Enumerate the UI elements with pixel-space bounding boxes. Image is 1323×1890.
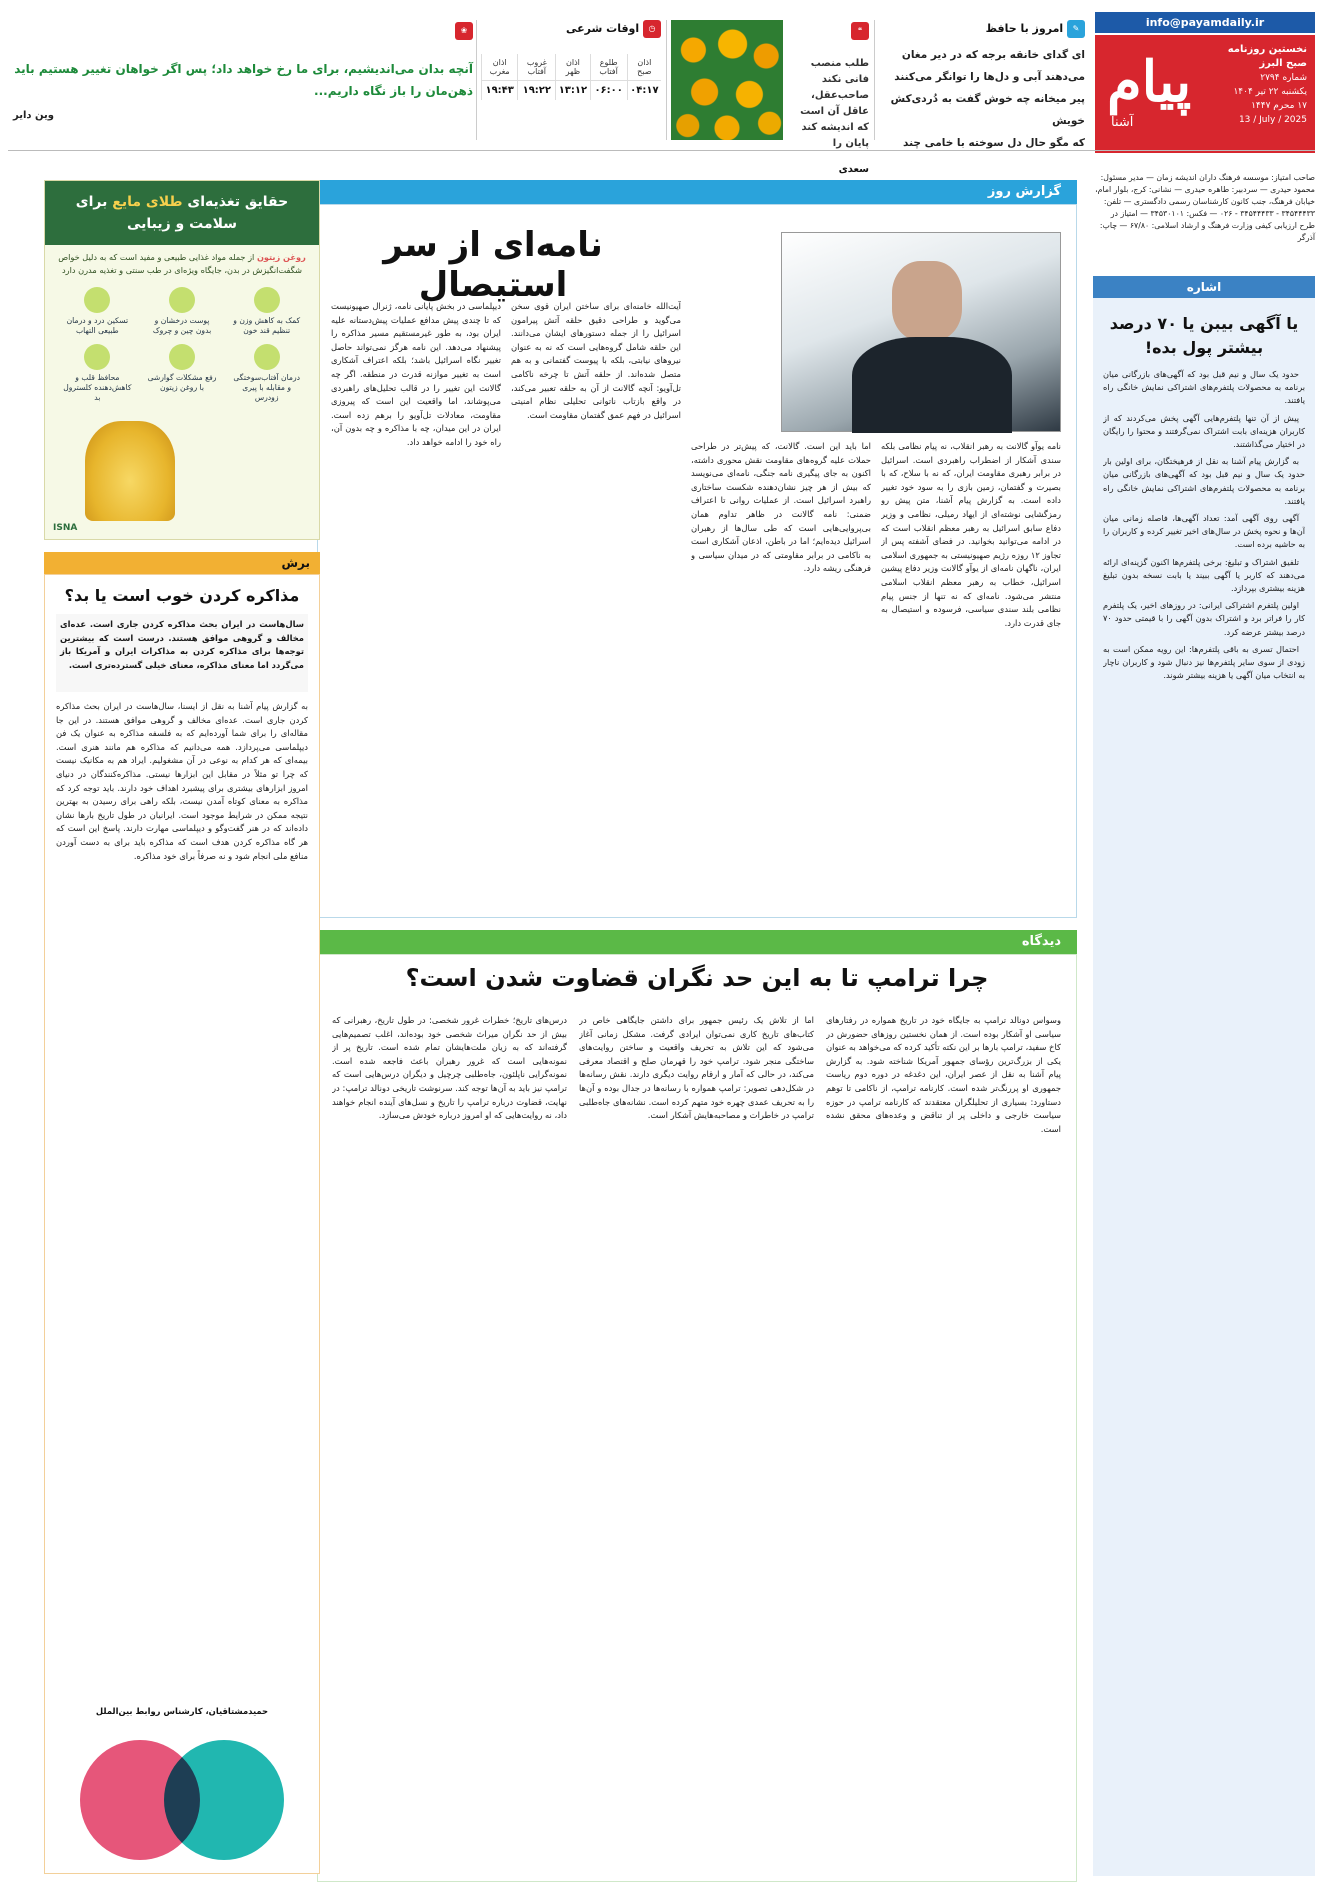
masthead-issue: شماره ۲۷۹۴ — [1260, 73, 1307, 83]
prayer-times-title: اوقات شرعی — [566, 22, 640, 35]
benefit-icon — [254, 287, 280, 313]
hafez-block — [875, 20, 1085, 149]
sidebar-head: اشاره — [1093, 276, 1315, 298]
ad-item: رفع مشکلات گوارشی با روغن زیتون — [146, 344, 218, 403]
masthead-info — [1207, 43, 1307, 127]
ad-brand: ISNA — [53, 523, 78, 533]
negotiation-illustration — [60, 1730, 304, 1870]
saadi-block — [789, 20, 869, 175]
section-head-report: گزارش روز — [317, 180, 1077, 204]
ad-item: درمان آفتاب‌سوختگی و مقابله با پیری زودرس — [231, 344, 303, 403]
sidebar-article — [1093, 276, 1315, 1876]
masthead — [1095, 12, 1315, 172]
ad-item: کمک به کاهش وزن و تنظیم قند خون — [231, 287, 303, 336]
sidebar-paragraph: آگهی روی آگهی آمد: تعداد آگهی‌ها، فاصله زمانی میان آن‌ها و نحوه پخش در سال‌های اخیر تغییر کرده و کاربران را به حاشیه برده است. — [1103, 513, 1305, 550]
flower-photo — [671, 20, 783, 140]
sidebar-paragraph: به گزارش پیام آشنا به نقل از فرهیختگان، برای اولین بار حدود یک سال و نیم قبل بود که آگهی‌های بازرگانی میان برنامه به محصولات پلتفرم‌های اشتراکی نمایش خانگی راه یافتند. — [1103, 456, 1305, 506]
sidebar-paragraph: تلفیق اشتراک و تبلیغ: برخی پلتفرم‌ها اکنون گزینه‌ای ارائه می‌دهند که کاربر یا آگهی ببیند یا بابت نسخه بدون تبلیغ هزینه بیشتری بپردازد. — [1103, 556, 1305, 594]
cut-title: مذاکره کردن خوب است یا بد؟ — [64, 586, 300, 605]
report-column: آیت‌الله خامنه‌ای برای ساختن ایران قوی سخن می‌گوید و طراحی دقیق حلقه آتش پیرامون اسرائیل را از جمله دستورهای ایشان می‌دانند. این حلقه شامل گروه‌هایی است که نه به عنوان نیروهای نیابتی، بلکه با پیوست گفتمانی و به هم متصل شده‌اند. از حلقه آتش تا چرخه ناکامی تل‌آویو: آنچه گالانت از آن به حلقه تعبیر می‌کند، در واقع بازتاب ناتوانی تحلیلی نظام امنیتی اسرائیل در فهم عمق گفتمان مقاومت است. — [511, 301, 681, 420]
olive-oil-ad — [44, 180, 320, 540]
clock-icon: ◷ — [643, 20, 661, 38]
leaf-icon: ❀ — [455, 22, 473, 40]
prayer-time: ۱۳:۱۲ — [556, 81, 590, 101]
section-head-cut: برش — [44, 552, 320, 574]
ad-item: پوست درخشان و بدون چین و چروک — [146, 287, 218, 336]
ad-item: تسکین درد و درمان طبیعی التهاب — [61, 287, 133, 336]
poem-icon: ✎ — [1067, 20, 1085, 38]
header-rule — [8, 150, 1315, 151]
benefit-icon — [169, 287, 195, 313]
prayer-time: ۱۹:۴۳ — [482, 81, 518, 101]
prayer-times-table — [481, 54, 661, 100]
masthead-date-fa: یکشنبه ۲۲ تیر ۱۴۰۴ — [1233, 87, 1307, 97]
opinion-column: درس‌های تاریخ؛ خطرات غرور شخصی: در طول تاریخ، رهبرانی که بیش از حد نگران میراث شخصی خود بوده‌اند، اغلب تصمیم‌هایی گرفته‌اند که به زیان ملت‌هایشان تمام شده است. تاریخ پر از نمونه‌هایی است که غرور رهبران باعث فاجعه شده است. نمونه‌گرایی ناپلئون، جاه‌طلبی چرچیل و دیگران درس‌هایی است که ترامپ نیز باید به آن‌ها توجه کند. سرنوشت تاریخی دونالد ترامپ: در نهایت، قضاوت درباره ترامپ را تاریخ و نسل‌های آینده انجام خواهند داد، نه روایت‌هایی که او امروز درباره خودش می‌سازد. — [332, 1015, 567, 1121]
hafez-line: پیر میخانه چه خوش گفت به دُردی‌کش خویش — [890, 93, 1085, 127]
ad-item: محافظ قلب و کاهش‌دهنده کلسترول بد — [61, 344, 133, 403]
olive-oil-image — [85, 421, 175, 521]
report-column: دیپلماسی در بخش پایانی نامه، ژنرال صهیونیست که تا چندی پیش مدافع عملیات پیش‌دستانه علیه ایران بود، به طور غیرمستقیم مسیر مذاکره را پیشنهاد می‌دهد. این نامه هرگز نمی‌تواند حاصل تغییر نگاه اسرائیل باشد؛ بلکه اعتراف آشکاری است به تغییر موازنه قدرت در منطقه. اگر چه گالانت این تغییر را در قالب تحلیل‌های راهبردی می‌پوشاند، اما واقعیت این است که پیروزی مقاومت، معادلات تل‌آویو را برهم زده است. ایران در این میدان، چه با مذاکره و چه بدون آن، راه خود را ادامه خواهد داد. — [331, 301, 501, 447]
hafez-title: امروز با حافظ — [985, 22, 1064, 35]
sidebar-paragraph: حدود یک سال و نیم قبل بود که آگهی‌های بازرگانی میان برنامه به محصولات پلتفرم‌های اشتراکی نمایش خانگی راه یافتند. — [1103, 369, 1305, 406]
quote-text: آنچه بدان می‌اندیشیم، برای ما رخ خواهد داد؛ پس اگر خواهان تغییر هستیم باید ذهن‌مان را باز نگاه داریم... — [14, 61, 473, 98]
ad-subtitle-bold: روغن زیتون — [256, 252, 306, 262]
header-divider — [874, 20, 875, 140]
benefit-icon — [169, 344, 195, 370]
masthead-date-en: 13 / July / 2025 — [1238, 115, 1307, 125]
prayer-time: ۰۶:۰۰ — [590, 81, 627, 101]
sidebar-title: یا آگهی بیبن یا ۷۰ درصد بیشتر پول بده! — [1109, 314, 1299, 357]
ad-title — [45, 181, 319, 245]
saadi-author: سعدی — [838, 163, 869, 175]
saadi-text: طلب منصب فانی نکند صاحب‌عقل، عاقل آن است که اندیشه کند پایان را — [800, 57, 869, 149]
ad-subtitle-text: از جمله مواد غذایی طبیعی و مفید است که به دلیل خواص شگفت‌انگیزش در بدن، جایگاه ویژه‌ای در طب سنتی و تغذیه مدرن دارد — [58, 252, 303, 275]
illustration-circle — [164, 1740, 284, 1860]
masthead-subtitle: نخستین روزنامه صبح البرز — [1227, 44, 1307, 69]
hafez-line: ای گدای خانقه برجه که در دیر مغان — [901, 49, 1085, 61]
cut-author: حمیدمشتاقیان، کارشناس روابط بین‌الملل — [95, 1706, 269, 1716]
report-column: اما باید این است. گالانت، که پیش‌تر در طراحی حملات علیه گروه‌های مقاومت نقش محوری داشته، اکنون به جای پیگیری نامه جنگی، نامه‌ای می‌نویسد که بیش از هر چیز نشان‌دهنده شکست ساختاری راهبرد اسرائیل است. از عملیات روانی تا اعتراف ضمنی: نامه گالانت در ظاهر تداوم همان بی‌پروایی‌هایی است که طی سال‌ها از رهبران اسرائیل دیده‌ایم؛ اما در باطن، اذعان آشکاری است به ناکامی در برابر مقاومتی که در میدان سیاسی و فرهنگی ریشه دارد. — [691, 441, 871, 574]
photo-figure-body — [852, 337, 1012, 433]
sidebar-paragraph: پیش از آن تنها پلتفرم‌هایی آگهی پخش می‌کردند که از کاربران هزینه‌ای بابت اشتراک نمی‌گرفتند و محتوا را رایگان در اختیار می‌گذاشتند. — [1103, 412, 1305, 450]
photo-figure-head — [892, 261, 962, 341]
report-title: نامه‌ای از سر استیصال — [383, 225, 603, 305]
prayer-times — [481, 20, 661, 140]
quote-author: وین دایر — [13, 109, 54, 121]
cut-body: به گزارش پیام آشنا به نقل از ایسنا، سال‌هاست در ایران بحث مذاکره کردن جاری است. عده‌ای مخالف و گروهی موافق هستند. در این جا مقاله‌ای را برای شما آورده‌ایم که به فلسفه مذاکره به عنوان یک فن دیپلماسی می‌پردازد. همه می‌دانیم که مذاکره هم مانند هنری است. بیمه‌ای که هر کدام به نوعی در آن مشغولیم. ایراد هم به مکانیک نیست که چرا تو مثلاً در مقابل این ابزارها نیستی. مذاکره‌کنندگان در دنیای امروز ابزارهای بیشتری برای پیشبرد اهداف خود دارند. باید توجه کرد که مذاکره به معنای کوتاه آمدن نیست، بلکه راهی برای رسیدن به بهترین نتیجه ممکن در شرایط موجود است. ایرانیان در طول تاریخ بارها نشان داده‌اند که در هنر گفت‌وگو و دیپلماسی مهارت دارند. پاسخ این است که هر گاه مذاکره کردن هدف است که مذاکره باید برای به دست آوردن منافع ملی انجام شود و نه صرفاً برای خود مذاکره. — [56, 701, 308, 861]
prayer-time: ۱۹:۲۲ — [518, 81, 556, 101]
prayer-header: اذان صبح — [627, 54, 661, 81]
quote-block — [13, 20, 473, 140]
benefit-icon — [84, 344, 110, 370]
logo-small-text: آشنا — [1111, 115, 1134, 130]
hafez-line: که مگو حال دل سوخته با خامی چند — [903, 137, 1085, 149]
cut-lead: سال‌هاست در ایران بحث مذاکره کردن جاری است. عده‌ای مخالف و گروهی موافق هستند. درست است که بیشترین توجه‌ها برای مذاکره کردن به مذاکرات ایران و آمریکا باز می‌گردد اما معنای مذاکره، معنای خیلی گسترده‌تری است. — [56, 614, 308, 692]
ad-title-a: حقایق تغذیه‌ای — [187, 194, 289, 210]
sidebar-paragraph: احتمال تسری به باقی پلتفرم‌ها: این رویه ممکن است به زودی از سوی سایر پلتفرم‌ها نیز دنبال شود و کاربران ناچار به انتخاب میان آگهی یا هزینه بیشتر شوند. — [1103, 643, 1305, 681]
masthead-date-hijri: ۱۷ محرم ۱۴۴۷ — [1251, 101, 1307, 111]
prayer-header: اذان ظهر — [556, 54, 590, 81]
benefit-icon — [84, 287, 110, 313]
ad-title-gold: طلای مایع — [112, 194, 183, 210]
prayer-header: غروب آفتاب — [518, 54, 556, 81]
opinion-column: وسواس دونالد ترامپ به جایگاه خود در تاریخ همواره در رفتارهای سیاسی او آشکار بوده است. از همان نخستین روزهای حضورش در کاخ سفید، ترامپ بارها بر این نکته تأکید کرده که می‌خواهد به عنوان یکی از بزرگ‌ترین رؤسای جمهور آمریکا شناخته شود. به گزارش پیام آشنا به نقل از عصر ایران، این دغدغه در دوره دوم ریاست جمهوری او پررنگ‌تر شده است. کارنامه ترامپ، از ناکامی تا توهم دستاورد: بسیاری از تحلیلگران معتقدند که کارنامه ترامپ در حوزه سیاست خارجی و داخلی پر از تناقض و وعده‌های محقق نشده است. — [826, 1015, 1061, 1134]
newspaper-logo — [1095, 35, 1315, 153]
header-divider — [476, 20, 477, 140]
ad-title-b: برای سلامت و زیبایی — [75, 194, 238, 232]
header-divider — [666, 20, 667, 140]
logo-big-text: پیام — [1107, 49, 1192, 115]
report-photo — [781, 232, 1061, 432]
opinion-title: چرا ترامپ تا به این حد نگران قضاوت شدن است؟ — [405, 964, 989, 992]
prayer-header: اذان مغرب — [482, 54, 518, 81]
section-head-opinion: دیدگاه — [317, 930, 1077, 954]
sidebar-body — [1103, 368, 1305, 1858]
opinion-column: اما از تلاش یک رئیس جمهور برای داشتن جایگاهی خاص در کتاب‌های تاریخ کاری نمی‌توان ایرادی گرفت. مشکل زمانی آغاز می‌شود که این تلاش به تحریف واقعیت و ساختن روایت‌های ساختگی منجر شود. ترامپ خود را قهرمان صلح و اقتصاد معرفی می‌کند، در حالی که آمار و ارقام روایت دیگری دارند. نقش رسانه‌ها در شکل‌دهی تصویر: ترامپ همواره با رسانه‌ها در جدال بوده و آن‌ها را به تحریف عمدی چهره خود متهم کرده است. نشانه‌های جاه‌طلبی ترامپ در خاطرات و مصاحبه‌هایش آشکار است. — [579, 1015, 814, 1121]
masthead-email[interactable]: info@payamdaily.ir — [1095, 12, 1315, 33]
publisher-info: صاحب امتیاز: موسسه فرهنگ داران اندیشه زمان — مدیر مسئول: محمود حیدری — سردبیر: طاهره حیدری — نشانی: کرج، بلوار امام، خیابان فرهنگ، جنب کانون کارشناسان رسمی دادگستری — تلفن: ۳۴۵۴۴۴۳۳ - ۳۴۵۴۴۴۳۳ - ۰۲۶ — فکس: ۳۴۵۳۰۱۰۱ — امتیاز در طرح ارزیابی کیفی وزارت فرهنگ و ارشاد اسلامی: ۶۷/۸۰ — چاپ: آذرگر — [1095, 173, 1315, 242]
ad-items — [45, 283, 319, 415]
sidebar-paragraph: اولین پلتفرم اشتراکی ایرانی: در روزهای اخیر، یک پلتفرم کار را فراتر برد و اشتراک بدون آگهی را با قیمتی حدود ۷۰ درصد بیشتر عرضه کرد. — [1103, 600, 1305, 637]
benefit-icon — [254, 344, 280, 370]
report-column: نامه یوآو گالانت به رهبر انقلاب، نه پیام نظامی بلکه سندی آشکار از اضطراب راهبردی است. اسرائیل در برابر رهبری مقاومت ایران، که نه با سلاح، که با بصیرت و گفتمان، زمین بازی را به سود خود تغییر داده است. به گزارش پیام آشنا، متن پیش رو رمزگشایی نوشته‌ای از ایهاد رمیلی، نظامی و وزیر دفاع سابق اسرائیل به رهبر معظم انقلاب است که در ادامه می‌توانید بخوانید. در فضای آشفته پس از تجاوز ۱۲ روزه رژیم صهیونیستی به جمهوری اسلامی ایران، ناگهان نامه‌ای از یوآو گالانت وزیر دفاع پیشین اسرائیل، خطاب به رهبر معظم انقلاب اسلامی منتشر می‌شود. نامه‌ای که نه تنها از جنس پیام نظامی بلند سندی سیاسی، فرسوده و استیصال به جای قدرت دارد. — [881, 441, 1061, 628]
hafez-line: می‌دهند آبی و دل‌ها را توانگر می‌کنند — [894, 71, 1085, 83]
quote-icon: ❝ — [851, 22, 869, 40]
prayer-time: ۰۴:۱۷ — [627, 81, 661, 101]
prayer-header: طلوع آفتاب — [590, 54, 627, 81]
ad-subtitle — [45, 245, 319, 283]
